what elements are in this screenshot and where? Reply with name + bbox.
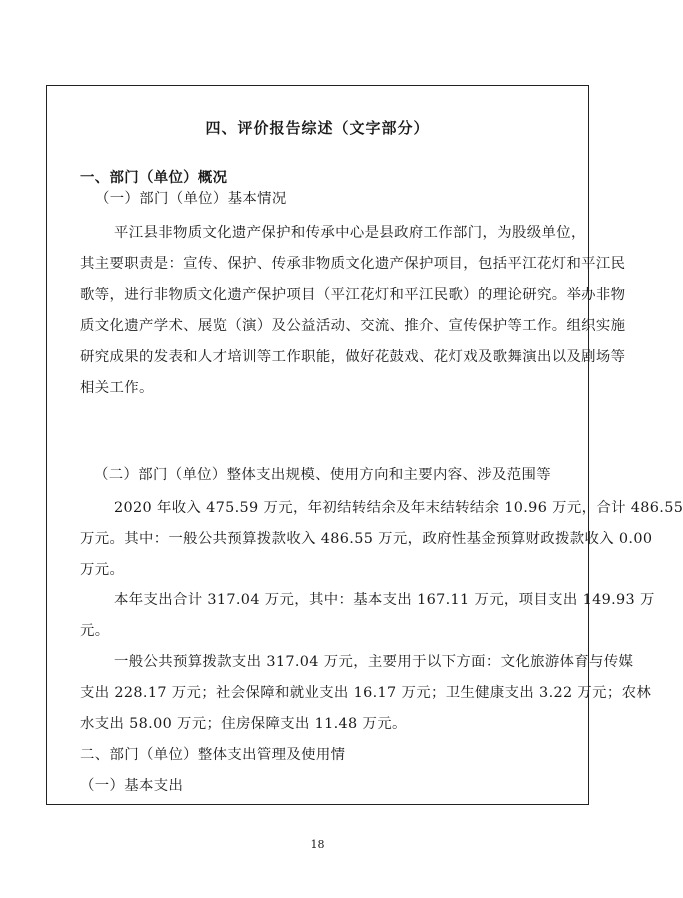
section1-sub1: （一）部门（单位）基本情况 <box>95 191 287 207</box>
page-title: 四、评价报告综述（文字部分） <box>205 119 430 137</box>
para2-line: 万元。其中：一般公共预算拨款收入 486.55 万元，政府性基金预算财政拨款收入 0.00 <box>80 531 653 547</box>
section1-heading: 一、部门（单位）概况 <box>80 170 228 186</box>
para4-line: 支出 228.17 万元；社会保障和就业支出 16.17 万元；卫生健康支出 3.22 万元；农林 <box>80 685 652 701</box>
para4-line: 水支出 58.00 万元；住房保障支出 11.48 万元。 <box>80 716 407 732</box>
para3-line: 本年支出合计 317.04 万元，其中：基本支出 167.11 万元，项目支出 149.93 万 <box>114 592 655 608</box>
para1-line: 平江县非物质文化遗产保护和传承中心是县政府工作部门，为股级单位， <box>114 225 586 241</box>
page-number: 18 <box>310 838 325 851</box>
para2-line: 万元。 <box>80 562 125 578</box>
para1-line: 歌等，进行非物质文化遗产保护项目（平江花灯和平江民歌）的理论研究。举办非物 <box>80 287 626 303</box>
para1-line: 研究成果的发表和人才培训等工作职能，做好花鼓戏、花灯戏及歌舞演出以及剧场等 <box>80 349 626 365</box>
para1-line: 质文化遗产学术、展览（演）及公益活动、交流、推介、宣传保护等工作。组织实施 <box>80 318 626 334</box>
section2-heading: 二、部门（单位）整体支出管理及使用情 <box>80 747 346 763</box>
para4-line: 一般公共预算拨款支出 317.04 万元，主要用于以下方面：文化旅游体育与传媒 <box>114 654 634 670</box>
para3-line: 元。 <box>80 623 110 639</box>
para2-line: 2020 年收入 475.59 万元，年初结转结余及年末结转结余 10.96 万元，合计 486.55 <box>114 500 683 516</box>
para1-line: 其主要职责是：宣传、保护、传承非物质文化遗产保护项目，包括平江花灯和平江民 <box>80 256 626 272</box>
section2-sub1: （一）基本支出 <box>80 778 184 794</box>
section1-sub2: （二）部门（单位）整体支出规模、使用方向和主要内容、涉及范围等 <box>94 467 551 483</box>
para1-line: 相关工作。 <box>80 380 154 396</box>
